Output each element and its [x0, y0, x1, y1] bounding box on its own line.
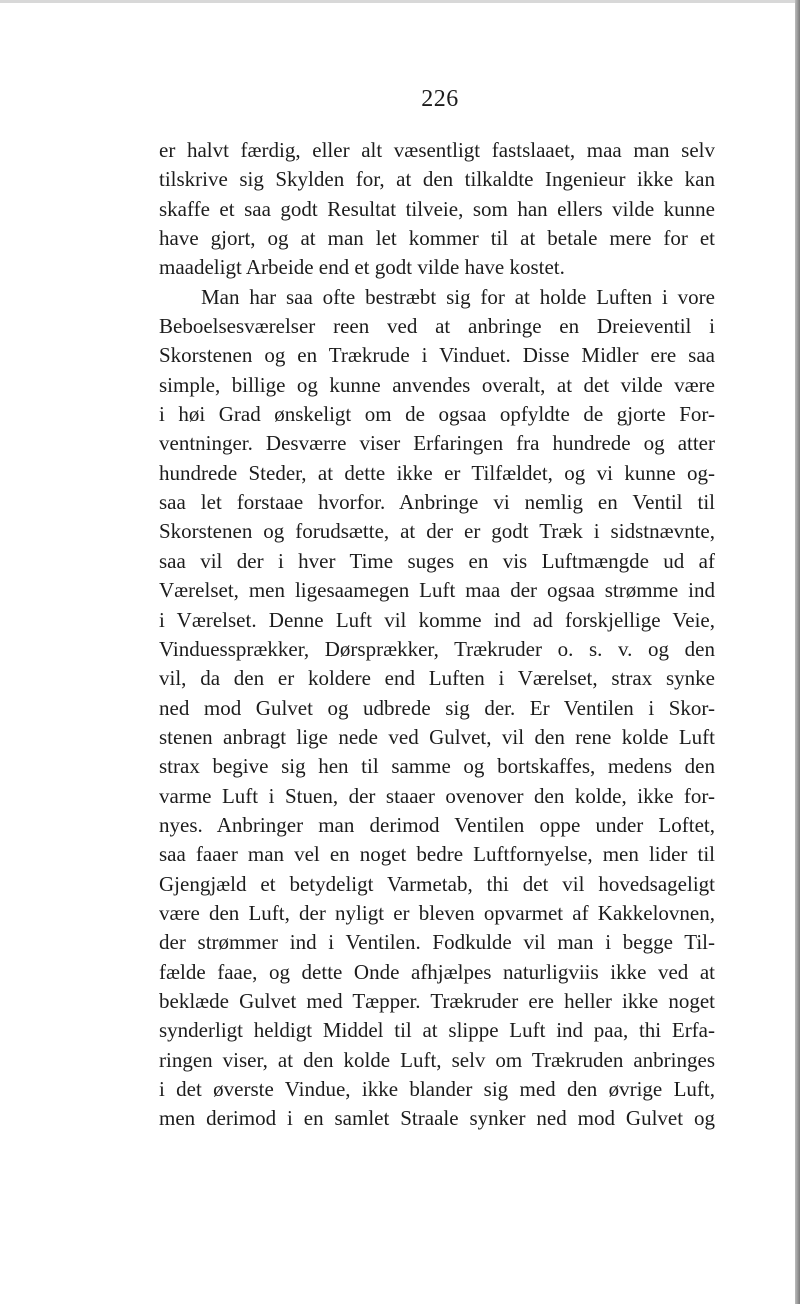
text-line: maadeligt Arbeide end et godt vilde have kostet.: [159, 255, 565, 280]
text-line: ventninger. Desværre viser Erfaringen fra hundrede og atter: [159, 431, 715, 456]
text-line: Skorstenen og en Trækrude i Vinduet. Disse Midler ere saa: [159, 343, 715, 368]
text-line: Værelset, men ligesaamegen Luft maa der ogsaa strømme ind: [159, 578, 715, 603]
text-line: vil, da den er koldere end Luften i Værelset, strax synke: [159, 666, 715, 691]
text-line: synderligt heldigt Middel til at slippe Luft ind paa, thi Erfa-: [159, 1018, 715, 1043]
body-text: [159, 136, 715, 1134]
text-line: Vinduessprækker, Dørsprækker, Trækruder o. s. v. og den: [159, 636, 715, 661]
text-line: saa let forstaae hvorfor. Anbringe vi nemlig en Ventil til: [159, 490, 715, 515]
text-line: i høi Grad ønskeligt om de ogsaa opfyldte de gjorte For-: [159, 402, 715, 427]
text-line: hundrede Steder, at dette ikke er Tilfældet, og vi kunne og-: [159, 460, 715, 485]
scan-edge-right: [795, 0, 800, 1304]
text-line: i det øverste Vindue, ikke blander sig med den øvrige Luft,: [159, 1077, 715, 1101]
text-line: i Værelset. Denne Luft vil komme ind ad forskjellige Veie,: [159, 607, 715, 632]
text-line: der strømmer ind i Ventilen. Fodkulde vil man i begge Til-: [159, 930, 715, 955]
text-line: tilskrive sig Skylden for, at den tilkaldte Ingenieur ikke kan: [159, 167, 715, 192]
text-line: simple, billige og kunne anvendes overalt, at det vilde være: [159, 372, 715, 397]
text-line: saa vil der i hver Time suges en vis Luftmængde ud af: [159, 548, 715, 573]
text-line: nyes. Anbringer man derimod Ventilen oppe under Loftet,: [159, 812, 715, 837]
scan-edge-top: [0, 0, 800, 3]
text-line: strax begive sig hen til samme og bortskaffes, medens den: [159, 754, 715, 779]
text-line: men derimod i en samlet Straale synker ned mod Gulvet og: [159, 1106, 715, 1131]
text-line: have gjort, og at man let kommer til at betale mere for et: [159, 226, 715, 251]
text-line: ned mod Gulvet og udbrede sig der. Er Ventilen i Skor-: [159, 695, 715, 720]
text-line: stenen anbragt lige nede ved Gulvet, vil den rene kolde Luft: [159, 724, 715, 749]
text-line: beklæde Gulvet med Tæpper. Trækruder ere heller ikke noget: [159, 988, 715, 1013]
text-line: Beboelsesværelser reen ved at anbringe en Dreieventil i: [159, 314, 715, 339]
text-line: er halvt færdig, eller alt væsentligt fastslaaet, maa man selv: [159, 138, 715, 162]
text-line: saa faaer man vel en noget bedre Luftfornyelse, men lider til: [159, 842, 715, 867]
text-line: ringen viser, at den kolde Luft, selv om Trækruden anbringes: [159, 1047, 715, 1072]
text-line: Man har saa ofte bestræbt sig for at holde Luften i vore: [201, 284, 715, 309]
page-number: 226: [421, 86, 459, 112]
text-line: være den Luft, der nyligt er bleven opvarmet af Kakkelovnen,: [159, 900, 715, 925]
text-line: fælde faae, og dette Onde afhjælpes naturligviis ikke ved at: [159, 959, 715, 984]
text-line: Gjengjæld et betydeligt Varmetab, thi det vil hovedsageligt: [159, 871, 715, 896]
text-line: Skorstenen og forudsætte, at der er godt Træk i sidstnævnte,: [159, 519, 715, 544]
text-line: varme Luft i Stuen, der staaer ovenover den kolde, ikke for-: [159, 783, 715, 808]
text-line: skaffe et saa godt Resultat tilveie, som han ellers vilde kunne: [159, 196, 715, 221]
